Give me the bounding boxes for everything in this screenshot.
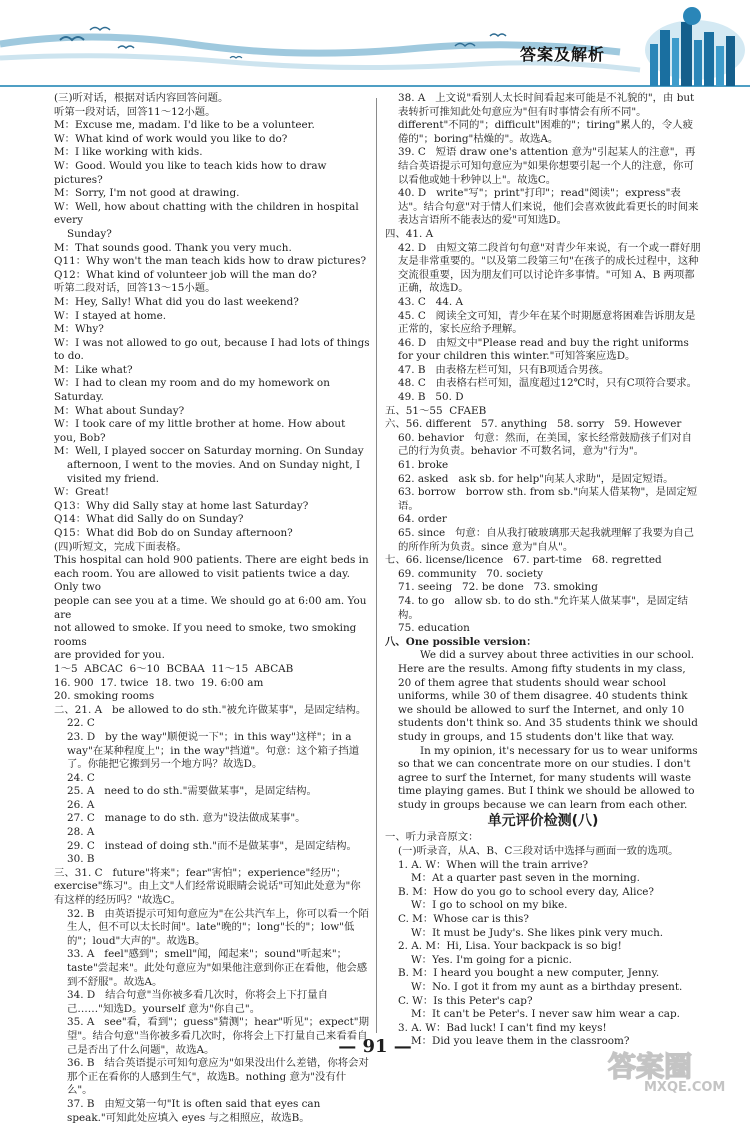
answer-line-right: 46. D 由短文中"Please read and buy the right uniforms for your children this winter."可知答案应选D。: [398, 336, 693, 363]
answer-line-left: 30. B: [67, 853, 95, 866]
header-decoration: [0, 0, 750, 92]
answer-line-left: 听第一段对话，回答11～12小题。: [54, 105, 216, 118]
column-divider: [376, 98, 377, 1033]
answer-line-right: 69. community 70. society: [398, 567, 544, 580]
answer-line-left: 23. D by the way"顺便说一下"；in this way"这样"；in a way"在某种程度上"；in the way"挡道"。句意：这个箱子挡道了。你能把它搬到另一个地方吗？故选D。: [67, 730, 360, 771]
answer-line-right: 47. B 由表格左栏可知，只有B项适合男孩。: [398, 363, 610, 376]
unit-title: 单元评价检测(八): [487, 813, 599, 830]
header-title: 答案及解析: [520, 45, 606, 64]
answer-line-right: 四、41. A: [385, 227, 434, 240]
answer-line-right: 71. seeing 72. be done 73. smoking: [398, 581, 598, 594]
page-number: — 91 —: [338, 1036, 412, 1057]
answer-line-left: 16. 900 17. twice 18. two 19. 6:00 am: [54, 676, 264, 689]
answer-line-left: M：That sounds good. Thank you very much.: [54, 241, 292, 254]
answer-line-left: 37. B 由短文第一句"It is often said that eyes can speak."可知此处应填入 eyes 与之相照应，故选B。: [67, 1097, 324, 1124]
answer-line-left: 听第二段对话，回答13～15小题。: [54, 282, 216, 295]
answer-line-left: M：Sorry, I'm not good at drawing.: [54, 187, 240, 200]
answer-line-right: 八、One possible version：: [385, 635, 537, 648]
answer-line-right: In my opinion, it's necessary for us to wear uniforms so that we can concentrate more on our studies. I don't agree to surf the Internet, for many students will waste time playing games. But I think we should be allowed to study in groups because we can learn from each other.: [398, 744, 701, 811]
answer-line-right: 75. education: [398, 622, 470, 635]
answer-line-left: 26. A: [67, 798, 95, 811]
right-column: [385, 92, 701, 1049]
answer-line-right: 63. borrow borrow sth. from sb."向某人借某物"，是固定短语。: [398, 486, 698, 512]
answer-line-right: 48. C 由表格右栏可知，温度超过12℃时，只有C项符合要求。: [398, 377, 698, 390]
answer-line-left: 35. A see"看，看到"；guess"猜测"；hear"听见"；expect"期望"。结合句意"当你被多看几次时，你将会上下打量自己来看看自己是否出了什么问题"，故选A。: [67, 1016, 369, 1056]
answer-line-right: 六、56. different 57. anything 58. sorry 59. However: [385, 418, 682, 431]
answer-line-left: Q11：Why won't the man teach kids how to draw pictures?: [54, 255, 367, 268]
answer-line-left: W：Well, how about chatting with the children in hospital every: [54, 200, 362, 227]
left-column: [54, 92, 373, 1125]
answer-line-left: (四)听短文，完成下面表格。: [54, 540, 187, 553]
answer-line-left: M：What about Sunday?: [54, 404, 185, 417]
answer-line-right: C. M：Whose car is this?: [398, 913, 529, 926]
answer-line-left: 34. D 结合句意"当你被多看几次时，你将会上下打量自己……"知选D。yourself 意为"你自己"。: [67, 989, 329, 1015]
answer-line-left: M：Well, I played soccer on Saturday morning. On Sunday: [54, 445, 364, 458]
answer-line-left: W：What kind of work would you like to do?: [54, 132, 288, 145]
answer-line-right: B. M：I heard you bought a new computer, Jenny.: [398, 967, 660, 980]
answer-line-left: 32. B 由英语提示可知句意应为"在公共汽车上，你可以看一个陌生人，但不可以太长时间"。late"晚的"；long"长的"；low"低的"；loud"大声的"。故选B。: [67, 907, 369, 947]
answer-line-left: W：I was not allowed to go out, because I had lots of things to do.: [54, 336, 373, 363]
answer-line-right: W：Yes. I'm going for a picnic.: [411, 953, 572, 966]
answer-line-right: C. W：Is this Peter's cap?: [398, 994, 533, 1007]
answer-line-left: visited my friend.: [67, 472, 160, 485]
watermark-logo: [600, 1048, 750, 1094]
answer-line-left: M：Excuse me, madam. I'd like to be a volunteer.: [54, 119, 315, 132]
answer-line-right: W：It must be Judy's. She likes pink very much.: [411, 926, 664, 939]
answer-line-left: Sunday?: [67, 227, 112, 240]
answer-line-right: W：I go to school on my bike.: [411, 899, 568, 912]
answer-line-right: M：Did you leave them in the classroom?: [411, 1035, 630, 1048]
answer-line-right: 64. order: [398, 513, 447, 526]
answer-line-left: 1～5 ABCAC 6～10 BCBAA 11～15 ABCAB: [54, 662, 294, 675]
answer-line-left: M：I like working with kids.: [54, 146, 203, 159]
answer-line-right: 1. A. W：When will the train arrive?: [398, 858, 589, 871]
answer-line-right: 五、51～55 CFAEB: [385, 404, 487, 417]
answer-line-right: 74. to go allow sb. to do sth."允许某人做某事"，是固定结构。: [398, 594, 688, 621]
answer-line-right: 62. asked ask sb. for help"向某人求助"，是固定短语。: [398, 472, 674, 485]
answer-line-right: 42. D 由短文第二段首句句意"对青少年来说，有一个或一群好朋友是非常重要的。"以及第二段第三句"在孩子的成长过程中，这种交流很重要，因为朋友们可以讨论许多事情。"可知 A、B 两项都正确，故选D。: [398, 241, 701, 295]
answer-line-right: We did a survey about three activities in our school. Here are the results. Among fifty students in my class, 20 of them agree that students should wear school uniforms, while 30 of them disagree. 40 students think we should be allowed to surf the Internet, and only 10 students don't think so. And 35 students think we should study in groups, and 15 students don't like that way.: [398, 649, 702, 743]
answer-line-left: Q14：What did Sally do on Sunday?: [54, 513, 244, 526]
answer-line-right: 45. C 阅读全文可知，青少年在某个时期愿意将困难告诉朋友是正常的，家长应给予理解。: [398, 309, 696, 336]
answer-line-right: 38. A 上文说"看别人太长时间看起来可能是不礼貌的"，由 but 表转折可推知此处句意应为"但有时事情会有所不同"。different"不同的"；difficult"困难的"；tiring"累人的，令人疲倦的"；boring"枯燥的"。故选A。: [398, 92, 698, 145]
answer-line-left: Q15：What did Bob do on Sunday afternoon?: [54, 527, 293, 539]
answer-line-left: W：Great!: [54, 486, 110, 499]
answer-line-left: each room. You are allowed to visit patients twice a day. Only two: [54, 567, 354, 594]
answer-line-left: 25. A need to do sth."需要做某事"，是固定结构。: [67, 785, 317, 798]
svg-text:MXQE.COM: MXQE.COM: [644, 1080, 726, 1094]
answer-line-right: B. M：How do you go to school every day, Alice?: [398, 885, 654, 898]
answer-line-left: not allowed to smoke. If you need to smoke, two smoking rooms: [54, 622, 360, 648]
answer-line-left: people can see you at a time. We should go at 6:00 am. You are: [54, 594, 370, 621]
answer-line-left: This hospital can hold 900 patients. There are eight beds in: [54, 554, 369, 567]
answer-line-right: W：No. I got it from my aunt as a birthday present.: [411, 981, 683, 993]
answer-line-left: M：Why?: [54, 323, 104, 336]
answer-line-left: 24. C: [67, 771, 95, 784]
svg-text:答案圈: 答案圈: [608, 1050, 693, 1083]
answer-line-left: W：I had to clean my room and do my homework on Saturday.: [54, 377, 334, 404]
answer-line-left: afternoon, I went to the movies. And on Sunday night, I: [67, 459, 361, 472]
answer-line-left: M：Hey, Sally! What did you do last weekend?: [54, 295, 299, 308]
answer-line-left: W：Good. Would you like to teach kids how to draw pictures?: [54, 159, 330, 186]
answer-line-right: 65. since 句意：自从我打破玻璃那天起我就理解了我要为自己的所作所为负责。since 意为"自从"。: [398, 527, 695, 553]
answer-line-left: 27. C manage to do sth. 意为"设法做成某事"。: [67, 812, 306, 825]
answer-line-left: 28. A: [67, 826, 95, 839]
answer-line-left: 29. C instead of doing sth."而不是做某事"，是固定结构。: [67, 839, 357, 852]
answer-line-left: 20. smoking rooms: [54, 690, 155, 703]
answer-line-right: 七、66. license/licence 67. part-time 68. regretted: [385, 554, 662, 567]
answer-line-left: 二、21. A be allowed to do sth."被允许做某事"，是固定结构。: [54, 703, 367, 716]
answer-line-left: 33. A feel"感到"；smell"闻，闻起来"；sound"听起来"；taste"尝起来"。此处句意应为"如果他注意到你正在看他，他会感到不舒服"。故选A。: [67, 948, 368, 988]
answer-line-right: 40. D write"写"；print"打印"；read"阅读"；express"表达"。结合句意"对于情人们来说，他们会喜欢彼此看更长的时间来表达言语所不能表达的爱"可知选D。: [398, 187, 699, 227]
answer-line-left: 三、31. C future"将来"；fear"害怕"；experience"经历"；exercise"练习"。由上文"人们经常说眼睛会说话"可知此处意为"你有这样的经历吗？"故选C。: [54, 866, 361, 907]
answer-line-right: 3. A. W：Bad luck! I can't find my keys!: [398, 1021, 607, 1034]
answer-line-left: M：Like what?: [54, 363, 133, 376]
answer-line-right: M：It can't be Peter's. I never saw him wear a cap.: [411, 1008, 680, 1021]
answer-line-right: 一、听力录音原文：: [385, 831, 479, 844]
answer-line-right: 39. C 短语 draw one's attention 意为"引起某人的注意"，再结合英语提示可知句意应为"如果你想要引起一个人的注意，你可以看他或她十秒钟以上"。故选C。: [398, 146, 696, 186]
answer-line-right: 49. B 50. D: [398, 391, 464, 404]
answer-line-right: 60. behavior 句意：然而，在美国，家长经常鼓励孩子们对自己的行为负责。behavior 不可数名词，意为"行为"。: [398, 431, 693, 458]
page-header: [0, 0, 750, 92]
answer-line-left: are provided for you.: [54, 649, 165, 662]
answer-line-left: Q12：What kind of volunteer job will the man do?: [54, 268, 317, 281]
answer-line-left: 22. C: [67, 717, 95, 730]
answer-line-right: 43. C 44. A: [398, 295, 464, 308]
answer-line-right: 61. broke: [398, 459, 449, 472]
answer-line-right: 2. A. M：Hi, Lisa. Your backpack is so big!: [398, 940, 622, 953]
answer-line-right: M：At a quarter past seven in the morning.: [411, 872, 640, 885]
answer-line-left: Q13：Why did Sally stay at home last Saturday?: [54, 499, 309, 512]
answer-line-left: 36. B 结合英语提示可知句意应为"如果没出什么差错，你将会对那个正在看你的人感到生气"，故选B。nothing 意为"没有什么"。: [67, 1057, 369, 1097]
answer-line-left: (三)听对话，根据对话内容回答问题。: [54, 92, 229, 104]
answer-line-left: W：I took care of my little brother at home. How about you, Bob?: [54, 418, 349, 444]
answer-line-right: (一)听录音，从A、B、C三段对话中选择与画面一致的选项。: [398, 845, 679, 858]
answer-line-left: W：I stayed at home.: [54, 309, 167, 322]
